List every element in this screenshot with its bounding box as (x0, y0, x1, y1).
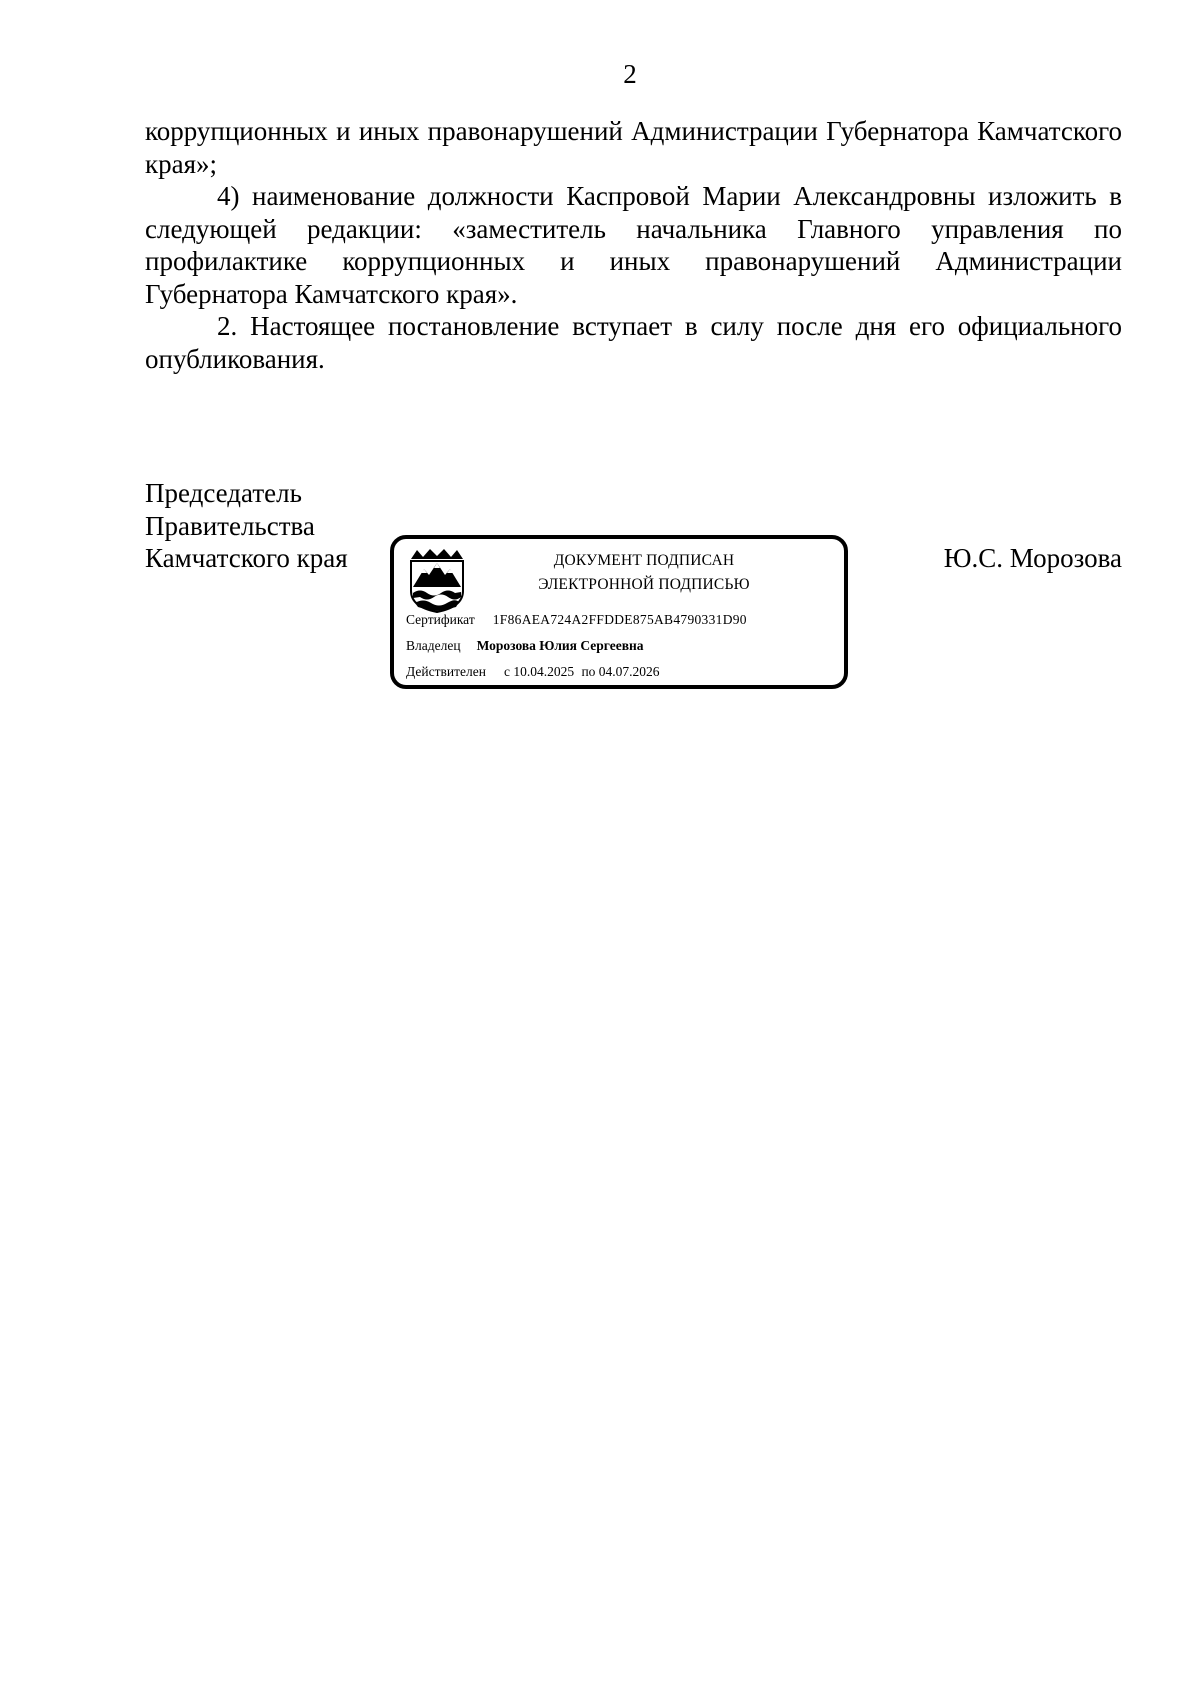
page-number: 2 (623, 59, 637, 89)
signer-name: Ю.С. Морозова (943, 543, 1122, 573)
signature-title-line: Камчатского края (145, 543, 348, 573)
paragraph-item-2: 2. Настоящее постановление вступает в силу после дня его официального опубликования. (145, 311, 1122, 374)
paragraph-continuation: коррупционных и иных правонарушений Администрации Губернатора Камчатского края»; (145, 116, 1122, 179)
valid-from-prefix: с (503, 664, 510, 679)
stamp-header-line-1: ДОКУМЕНТ ПОДПИСАН (553, 552, 735, 569)
valid-to-prefix: по (581, 664, 596, 679)
owner-label: Владелец (406, 638, 461, 653)
stamp-header-line-2: ЭЛЕКТРОННОЙ ПОДПИСЬЮ (538, 576, 750, 593)
signature-title (145, 477, 348, 575)
stamp-header (474, 549, 814, 597)
stamp-certificate-row (406, 611, 747, 629)
signature-title-line: Председатель (145, 478, 302, 508)
certificate-value: 1F86AEA724A2FFDDE875AB4790331D90 (492, 612, 747, 627)
kamchatka-coat-of-arms-icon (408, 547, 466, 613)
owner-value: Морозова Юлия Сергеевна (476, 638, 644, 653)
stamp-owner-row (406, 637, 644, 655)
certificate-label: Сертификат (406, 612, 475, 627)
electronic-signature-stamp (390, 535, 848, 689)
validity-label: Действителен (406, 664, 486, 679)
paragraph-item-4: 4) наименование должности Каспровой Марии Александровны изложить в следующей редакции: «заместитель начальника Главного управления по профилактике коррупционных и иных правонарушений Администрации Губернатора Камчатского края». (145, 181, 1122, 309)
valid-to-date: 04.07.2026 (598, 664, 660, 679)
signature-title-line: Правительства (145, 510, 315, 541)
document-body (145, 115, 1122, 375)
valid-from-date: 10.04.2025 (513, 664, 575, 679)
stamp-validity-row (406, 663, 660, 681)
